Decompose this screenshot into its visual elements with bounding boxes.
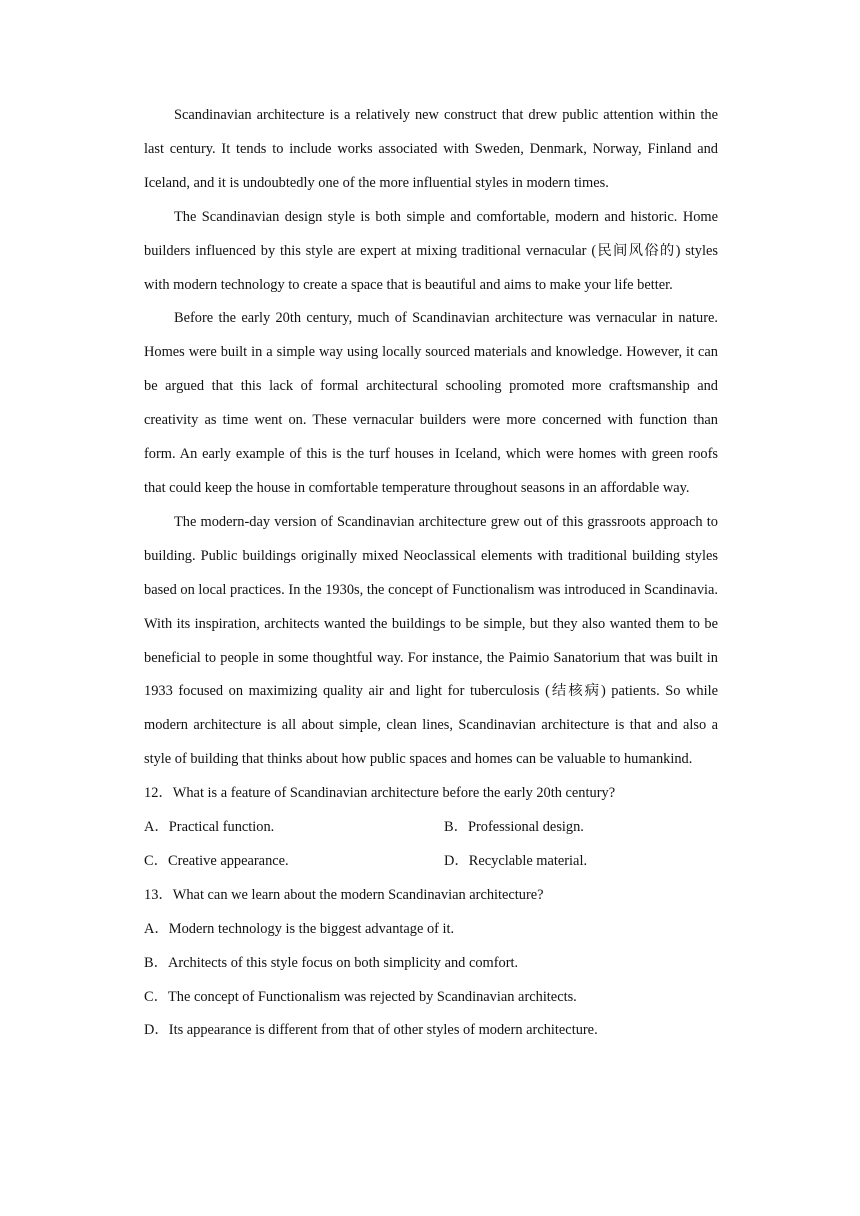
question-12-option-d: D．Recyclable material.	[444, 852, 588, 869]
question-12-option-a: A．Practical function.	[144, 819, 275, 836]
question-13-option-d: D．Its appearance is different from that of other styles of modern architecture.	[144, 1022, 598, 1039]
question-12-stem: 12．What is a feature of Scandinavian architecture before the early 20th century?	[144, 785, 616, 802]
question-12-options-row-2	[144, 845, 718, 879]
passage-paragraph-2: The Scandinavian design style is both simple and comfortable, modern and historic. Home builders influenced by this style are expert at mixing traditional vernacular (民间风俗的) styles with modern technology to create a space that is beautiful and aims to make your life better.	[144, 208, 718, 293]
document-page	[144, 99, 718, 1048]
question-12-option-c: C．Creative appearance.	[144, 852, 289, 869]
passage-paragraph-3: Before the early 20th century, much of Scandinavian architecture was vernacular in nature. Homes were built in a simple way using locally sourced materials and knowledge. However, it can be argued that this lack of formal architectural schooling promoted more craftsmanship and creativity as time went on. These vernacular builders were more concerned with function than form. An early example of this is the turf houses in Iceland, which were homes with green roofs that could keep the house in comfortable temperature throughout seasons in an affordable way.	[144, 310, 718, 496]
question-12-option-b: B．Professional design.	[444, 819, 584, 836]
question-13-option-b: B．Architects of this style focus on both simplicity and comfort.	[144, 954, 519, 971]
passage-paragraph-4: The modern-day version of Scandinavian architecture grew out of this grassroots approach to building. Public buildings originally mixed Neoclassical elements with traditional building styles based on local practices. In the 1930s, the concept of Functionalism was introduced in Scandinavia. With its inspiration, architects wanted the buildings to be simple, but they also wanted them to be beneficial to people in some thoughtful way. For instance, the Paimio Sanatorium that was built in 1933 focused on maximizing quality air and light for tuberculosis (结核病) patients. So while modern architecture is all about simple, clean lines, Scandinavian architecture is that and also a style of building that thinks about how public spaces and homes can be valuable to humankind.	[144, 513, 718, 768]
question-13	[144, 879, 718, 1049]
question-13-option-c: C．The concept of Functionalism was rejected by Scandinavian architects.	[144, 988, 577, 1005]
question-12	[144, 777, 718, 879]
question-13-option-a: A．Modern technology is the biggest advantage of it.	[144, 920, 455, 937]
question-12-options-row-1	[144, 811, 718, 845]
passage-paragraph-1: Scandinavian architecture is a relatively new construct that drew public attention within the last century. It tends to include works associated with Sweden, Denmark, Norway, Finland and Iceland, and it is undoubtedly one of the more influential styles in modern times.	[144, 107, 718, 191]
question-13-stem: 13．What can we learn about the modern Scandinavian architecture?	[144, 886, 544, 903]
